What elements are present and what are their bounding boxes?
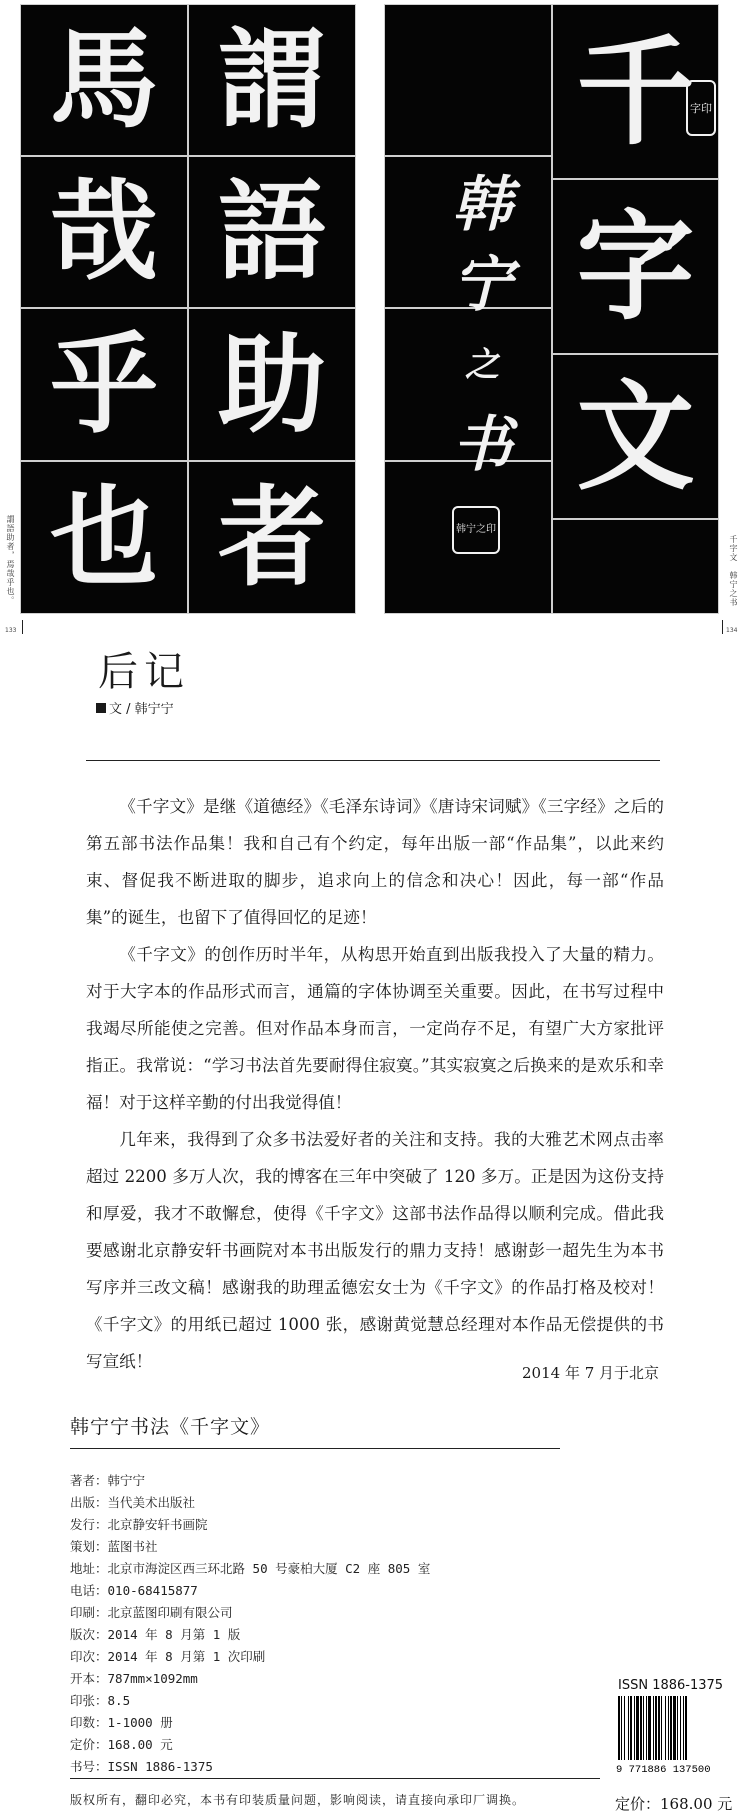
right-calligraphy-panel — [384, 4, 719, 614]
barcode-bar — [646, 1696, 647, 1760]
right-page-caption: 千字文 韩宁之书 — [729, 535, 738, 607]
colophon-row: 印数：1-1000 册 — [70, 1715, 173, 1730]
barcode-bar — [685, 1696, 687, 1760]
name-seal: 韩宁之印 — [452, 506, 500, 554]
signature — [438, 165, 526, 510]
signature-char: 宁 — [452, 250, 512, 320]
barcode-bar — [677, 1696, 678, 1760]
copyright-notice: 版权所有，翻印必究，本书有印装质量问题，影响阅读，请直接向承印厂调换。 — [70, 1793, 526, 1807]
colophon-row: 策划：蓝图书社 — [70, 1539, 158, 1554]
calligraphy-char: 文 — [552, 354, 719, 519]
top-seal: 字印 — [686, 80, 716, 136]
right-page-tick — [722, 620, 723, 634]
title-divider — [86, 760, 660, 761]
calligraphy-char: 者 — [188, 461, 356, 614]
calligraphy-char: 助 — [188, 308, 356, 461]
colophon-row: 书号：ISSN 1886-1375 — [70, 1759, 213, 1774]
barcode-bar — [636, 1696, 639, 1760]
barcode-bar — [661, 1696, 662, 1760]
afterword-title: 后记 — [98, 649, 190, 695]
colophon-row: 出版：当代美术出版社 — [70, 1495, 196, 1510]
colophon-row: 开本：787mm×1092mm — [70, 1671, 198, 1686]
barcode-bar — [630, 1696, 632, 1760]
barcode-digits: 9 771886 137500 — [616, 1764, 711, 1774]
calligraphy-char: 謂 — [188, 4, 356, 156]
afterword-author — [96, 698, 174, 717]
colophon-row: 定价：168.00 元 — [70, 1737, 173, 1752]
left-calligraphy-panel — [20, 4, 356, 614]
signature-char: 之 — [465, 345, 499, 385]
barcode-bar — [673, 1696, 676, 1760]
calligraphy-char: 哉 — [20, 156, 188, 308]
afterword-paragraph: 《千字文》是继《道德经》《毛泽东诗词》《唐诗宋词赋》《三字经》之后的第五部书法作品集！我和自己有个约定，每年出版一部“作品集”，以此来约束、督促我不断进取的脚步，追求向上的信念和决心！因此，每一部“作品集”的诞生，也留下了值得回忆的足迹！ — [86, 797, 664, 927]
calligraphy-char: 千 — [552, 4, 719, 179]
colophon-row: 印次：2014 年 8 月第 1 次印刷 — [70, 1649, 266, 1664]
afterword-paragraph: 几年来，我得到了众多书法爱好者的关注和支持。我的大雅艺术网点击率超过 2200 多万人次，我的博客在三年中突破了 120 多万。正是因为这份支持和厚爱，我才不敢懈怠，使得《千字文》这部书法作品得以顺利完成。借此我要感谢北京静安轩书画院对本书出版发行的鼎力支持！感谢彭一超先生为本书写序并三改文稿！感谢我的助理孟德宏女士为《千字文》的作品打格及校对！《千字文》的用纸已超过 1000 张，感谢黄觉慧总经理对本作品无偿提供的书写宣纸！ — [86, 1130, 664, 1371]
left-page-number: 133 — [5, 627, 17, 634]
calligraphy-char: 也 — [20, 461, 188, 614]
barcode-bar — [621, 1696, 622, 1760]
barcode-bar — [665, 1696, 666, 1760]
calligraphy-char: 字 — [552, 179, 719, 354]
colophon-row: 印刷：北京蓝图印刷有限公司 — [70, 1605, 233, 1620]
colophon-row: 印张：8.5 — [70, 1693, 131, 1708]
barcode-bar — [628, 1696, 629, 1760]
author-marker-icon — [96, 703, 106, 713]
barcode-price: 定价：168.00 元 — [615, 1795, 733, 1813]
barcode-bar — [670, 1696, 672, 1760]
signature-char: 书 — [452, 410, 512, 480]
barcode-bar — [618, 1696, 620, 1760]
author-line: 文 / 韩宁宁 — [109, 702, 174, 717]
afterword-body — [86, 788, 664, 1380]
calligraphy-char: 乎 — [20, 308, 188, 461]
grid-cell — [552, 519, 719, 614]
barcode-bar — [683, 1696, 684, 1760]
colophon-divider-top — [70, 1448, 560, 1449]
right-page-number: 134 — [726, 627, 738, 634]
issn-label: ISSN 1886-1375 — [618, 1678, 724, 1693]
barcode-bar — [658, 1696, 660, 1760]
calligraphy-char: 語 — [188, 156, 356, 308]
grid-cell — [384, 4, 552, 156]
barcode-bar — [653, 1696, 654, 1760]
barcode-bar — [643, 1696, 644, 1760]
afterword-date: 2014 年 7 月于北京 — [522, 1364, 660, 1382]
signature-char: 韩 — [452, 170, 512, 240]
colophon-row: 发行：北京静安轩书画院 — [70, 1517, 208, 1532]
barcode-bar — [648, 1696, 651, 1760]
calligraphy-char: 馬 — [20, 4, 188, 156]
barcode-bar — [640, 1696, 642, 1760]
colophon-divider-bottom — [70, 1778, 600, 1779]
barcode-bar — [634, 1696, 635, 1760]
colophon-row: 著者：韩宁宁 — [70, 1473, 146, 1488]
barcode-bar — [668, 1696, 669, 1760]
barcode-bar — [655, 1696, 657, 1760]
left-page-tick — [22, 620, 23, 634]
afterword-paragraph: 《千字文》的创作历时半年，从构思开始直到出版我投入了大量的精力。对于大字本的作品形式而言，通篇的字体协调至关重要。因此，在书写过程中我竭尽所能使之完善。但对作品本身而言，一定尚存不足，有望广大方家批评指正。我常说：“学习书法首先要耐得住寂寞。”其实寂寞之后换来的是欢乐和幸福！对于这样辛勤的付出我觉得值！ — [86, 945, 664, 1112]
colophon-row: 版次：2014 年 8 月第 1 版 — [70, 1627, 241, 1642]
barcode-bar — [624, 1696, 625, 1760]
barcode — [616, 1696, 734, 1774]
book-title: 韩宁宁书法《千字文》 — [70, 1416, 271, 1438]
colophon — [70, 1470, 430, 1778]
barcode-bar — [680, 1696, 681, 1760]
colophon-row: 电话：010-68415877 — [70, 1583, 198, 1598]
colophon-row: 地址：北京市海淀区西三环北路 50 号豪柏大厦 C2 座 805 室 — [70, 1561, 431, 1576]
left-page-caption: 謂語助者，焉哉乎也。 — [6, 515, 15, 605]
